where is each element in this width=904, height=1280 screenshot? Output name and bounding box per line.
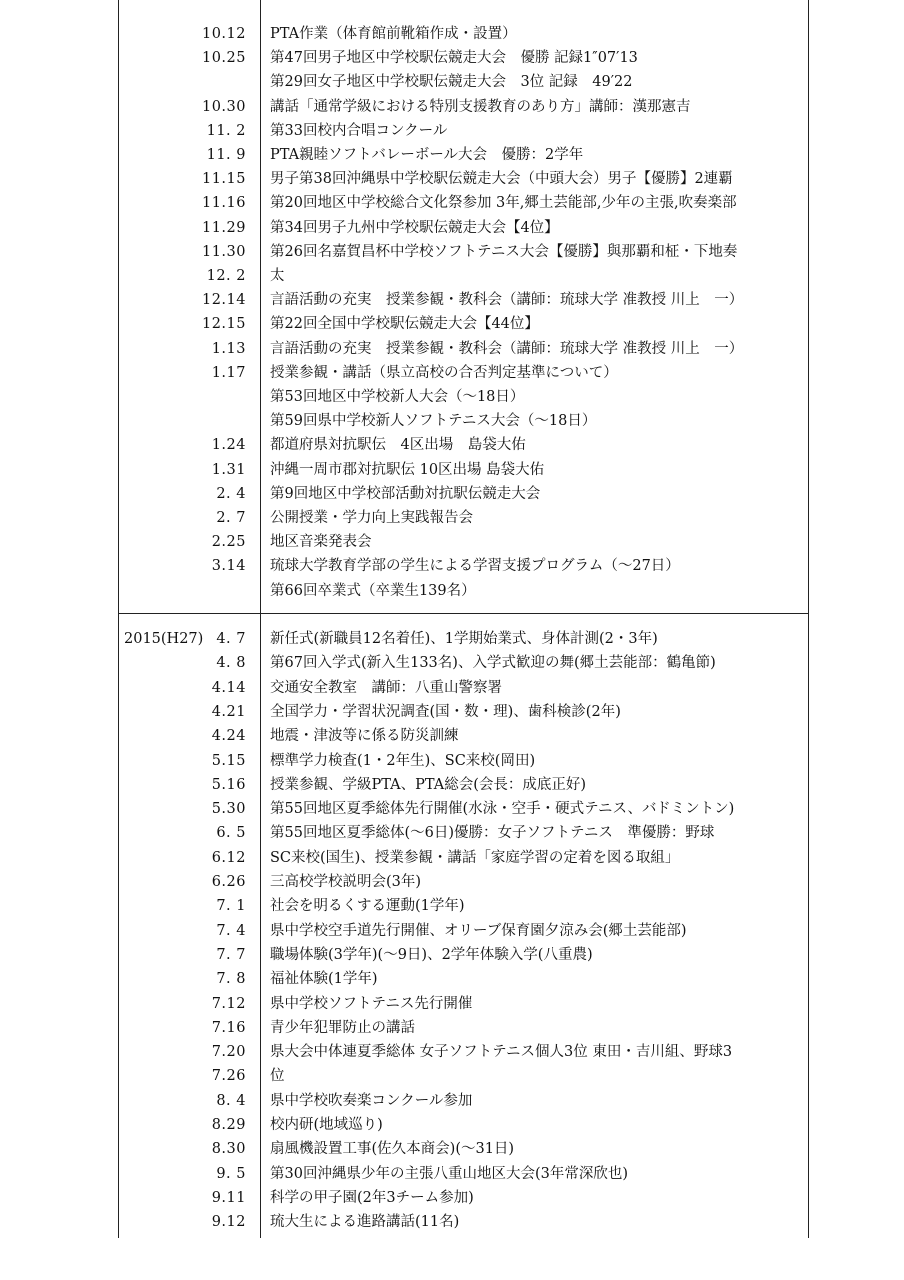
event-cell: 県中学校吹奏楽コンクール参加: [270, 1092, 473, 1109]
date-cell: 12.15: [201, 316, 246, 333]
table-row: [0, 846, 904, 870]
table-row: [0, 530, 904, 554]
table-row: [0, 506, 904, 530]
table-row: [0, 773, 904, 797]
event-cell: 都道府県対抗駅伝 4区出場 島袋大佑: [270, 437, 526, 454]
table-row: [0, 1089, 904, 1113]
table-row: [0, 385, 904, 409]
event-cell: 標準学力検査(1・2年生)、SC来校(岡田): [270, 752, 536, 769]
table-row: [0, 1162, 904, 1186]
table-row: [0, 579, 904, 603]
date-cell: 9.12: [211, 1214, 246, 1231]
event-cell: 公開授業・学力向上実践報告会: [270, 510, 473, 526]
date-cell: 1.24: [211, 437, 246, 454]
event-cell: 第9回地区中学校部活動対抗駅伝競走大会: [270, 485, 541, 502]
table-row: [0, 870, 904, 894]
table-row: [0, 22, 904, 46]
table-row: [0, 1137, 904, 1161]
date-cell: 5.15: [211, 752, 246, 769]
date-cell: 7.16: [211, 1019, 246, 1036]
date-cell: 11. 9: [206, 147, 246, 163]
event-cell: 第55回地区夏季総体(～6日)優勝：女子ソフトテニス 準優勝：野球: [270, 825, 715, 842]
date-cell: 4. 8: [216, 655, 246, 672]
event-cell: 第66回卒業式（卒業生139名）: [270, 582, 476, 599]
event-cell: 県中学校ソフトテニス先行開催: [270, 995, 473, 1012]
event-cell: 沖縄一周市郡対抗駅伝 10区出場 島袋大佑: [270, 461, 545, 478]
event-cell: 第20回地区中学校総合文化祭参加 3年,郷土芸能部,少年の主張,吹奏楽部: [270, 195, 737, 212]
event-cell: 男子第38回沖縄県中学校駅伝競走大会（中頭大会）男子【優勝】2連覇: [270, 171, 733, 188]
table-row: [0, 749, 904, 773]
date-cell: 11.30: [201, 243, 246, 260]
event-cell: 青少年犯罪防止の講話: [270, 1019, 415, 1036]
date-cell: 12. 2: [206, 268, 246, 284]
event-cell: 県中学校空手道先行開催、オリーブ保育園夕涼み会(郷土芸能部): [270, 922, 687, 939]
date-cell: 10.30: [201, 98, 246, 115]
event-cell: 校内研(地域巡り): [270, 1117, 383, 1133]
event-cell: 扇風機設置工事(佐久本商会)(～31日): [270, 1141, 515, 1158]
event-cell: 交通安全教室 講師：八重山警察署: [270, 679, 502, 696]
date-cell: 2.25: [211, 534, 246, 551]
table-row: [0, 554, 904, 578]
date-cell: 11.29: [201, 219, 246, 236]
date-cell: 1.17: [211, 364, 246, 381]
date-cell: 5.30: [211, 801, 246, 818]
date-cell: 7. 8: [216, 971, 246, 988]
event-cell: 講話「通常学級における特別支援教育のあり方」講師：漢那憲吉: [270, 98, 691, 115]
date-cell: 7. 7: [216, 946, 246, 963]
event-cell: 言語活動の充実 授業参観・教科会（講師：琉球大学 准教授 川上 一）: [270, 340, 744, 357]
date-cell: 3.14: [211, 558, 246, 575]
table-row: [0, 797, 904, 821]
date-cell: 9.11: [211, 1189, 246, 1206]
table-row: [0, 240, 904, 264]
table-row: [0, 143, 904, 167]
event-cell: 第53回地区中学校新人大会（～18日）: [270, 389, 525, 405]
event-cell: 第22回全国中学校駅伝競走大会【44位】: [270, 316, 539, 333]
year-label: 2015(H27): [124, 631, 204, 647]
table-row: [0, 821, 904, 845]
event-cell: 社会を明るくする運動(1学年): [270, 898, 465, 915]
table-row: [0, 458, 904, 482]
date-cell: 8.30: [211, 1141, 246, 1158]
event-cell: 科学の甲子園(2年3チーム参加): [270, 1189, 474, 1206]
table-row: [0, 700, 904, 724]
date-cell: 8. 4: [216, 1092, 246, 1109]
table-row: [0, 361, 904, 385]
date-cell: 8.29: [211, 1117, 246, 1133]
event-cell: 第59回県中学校新人ソフトテニス大会（～18日）: [270, 413, 597, 430]
table-row: [0, 894, 904, 918]
event-cell: 第29回女子地区中学校駅伝競走大会 3位 記録 49′22: [270, 74, 633, 91]
table-row: [0, 1040, 904, 1064]
table-row: [0, 337, 904, 361]
date-cell: 7.26: [211, 1068, 246, 1085]
date-cell: 11.16: [201, 195, 246, 212]
date-cell: 6. 5: [216, 825, 246, 842]
date-cell: 2. 4: [216, 485, 246, 502]
date-cell: 7. 4: [216, 922, 246, 939]
date-cell: 5.16: [211, 776, 246, 793]
event-cell: 新任式(新職員12名着任)、1学期始業式、身体計測(2・3年): [270, 631, 658, 647]
table-row: [0, 724, 904, 748]
event-cell: 三高校学校説明会(3年): [270, 874, 422, 890]
table-row: [0, 943, 904, 967]
table-row: [0, 1064, 904, 1088]
event-cell: 第30回沖縄県少年の主張八重山地区大会(3年常深欣也): [270, 1165, 628, 1182]
date-cell: 11.15: [201, 171, 246, 188]
event-cell: 第26回名嘉賀昌杯中学校ソフトテニス大会【優勝】與那覇和柾・下地奏: [270, 243, 738, 260]
date-cell: 11. 2: [206, 122, 246, 139]
date-cell: 7.12: [211, 995, 246, 1012]
date-cell: 4. 7: [216, 631, 246, 647]
date-cell: 6.26: [211, 874, 246, 890]
date-cell: 2. 7: [216, 510, 246, 526]
event-cell: 県大会中体連夏季総体 女子ソフトテニス個人3位 東田・吉川組、野球3: [270, 1044, 733, 1061]
table-row: [0, 1113, 904, 1137]
table-row: [0, 433, 904, 457]
table-row: [0, 191, 904, 215]
event-cell: 職場体験(3学年)(～9日)、2学年体験入学(八重農): [270, 946, 593, 963]
event-cell: 第34回男子九州中学校駅伝競走大会【4位】: [270, 219, 559, 236]
table-row: [0, 409, 904, 433]
event-cell: 琉大生による進路講話(11名): [270, 1214, 460, 1231]
date-cell: 1.13: [211, 340, 246, 357]
event-cell: 第47回男子地区中学校駅伝競走大会 優勝 記録1″07′13: [270, 50, 638, 67]
table-row: [0, 46, 904, 70]
event-cell: 言語活動の充実 授業参観・教科会（講師：琉球大学 准教授 川上 一）: [270, 292, 744, 309]
date-cell: 7. 1: [216, 898, 246, 915]
date-cell: 9. 5: [216, 1165, 246, 1182]
event-cell: 地震・津波等に係る防災訓練: [270, 728, 459, 745]
event-cell: 授業参観・講話（県立高校の合否判定基準について）: [270, 364, 618, 381]
event-cell: SC来校(国生)、授業参観・講話「家庭学習の定着を図る取組」: [270, 849, 680, 866]
table-row: [0, 264, 904, 288]
table-row: [0, 312, 904, 336]
date-cell: 7.20: [211, 1044, 246, 1061]
date-cell: 1.31: [211, 461, 246, 478]
event-cell: 太: [270, 268, 285, 284]
event-cell: 全国学力・学習状況調査(国・数・理)、歯科検診(2年): [270, 703, 621, 720]
date-cell: 12.14: [201, 292, 246, 309]
table-row: [0, 95, 904, 119]
table-row: [0, 1210, 904, 1234]
date-cell: 10.12: [201, 26, 246, 42]
table-row: [0, 216, 904, 240]
event-cell: PTA作業（体育館前靴箱作成・設置）: [270, 26, 517, 42]
date-cell: 10.25: [201, 50, 246, 67]
table-row: [0, 967, 904, 991]
date-cell: 6.12: [211, 849, 246, 866]
date-cell: 4.14: [211, 679, 246, 696]
table-row: [0, 651, 904, 675]
date-cell: 4.21: [211, 703, 246, 720]
table-row: [0, 676, 904, 700]
table-row: [0, 70, 904, 94]
event-cell: 位: [270, 1068, 285, 1085]
table-row: [0, 919, 904, 943]
table-row: [0, 167, 904, 191]
table-row: [0, 119, 904, 143]
event-cell: 授業参観、学級PTA、PTA総会(会長：成底正好): [270, 776, 587, 793]
table-row: [0, 482, 904, 506]
event-cell: 第67回入学式(新入生133名)、入学式歓迎の舞(郷土芸能部：鶴亀節): [270, 655, 716, 672]
section-divider: [118, 613, 809, 614]
event-cell: 第55回地区夏季総体先行開催(水泳・空手・硬式テニス、バドミントン): [270, 801, 735, 818]
event-cell: 第33回校内合唱コンクール: [270, 122, 448, 139]
table-row: [0, 288, 904, 312]
event-cell: 地区音楽発表会: [270, 534, 372, 551]
event-cell: 琉球大学教育学部の学生による学習支援プログラム（～27日）: [270, 558, 680, 575]
event-cell: 福祉体験(1学年): [270, 971, 378, 988]
table-row: [0, 992, 904, 1016]
table-row: [0, 627, 904, 651]
table-row: [0, 1186, 904, 1210]
table-row: [0, 1016, 904, 1040]
event-cell: PTA親睦ソフトバレーボール大会 優勝：2学年: [270, 147, 584, 163]
date-cell: 4.24: [211, 728, 246, 745]
